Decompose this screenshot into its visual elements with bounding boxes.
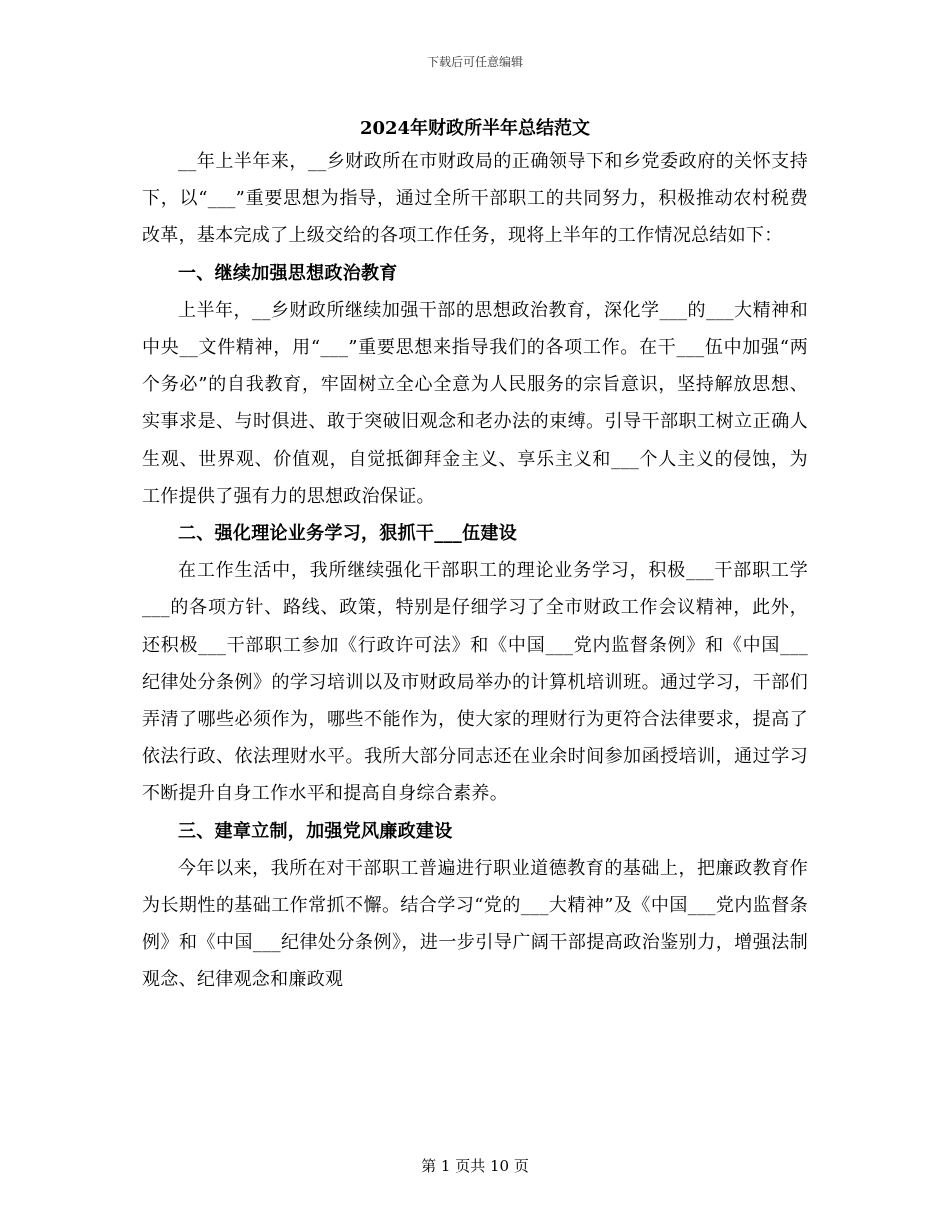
page-number: 第 1 页共 10 页 [421,1157,529,1175]
section-3-heading: 三、建章立制，加强党风廉政建设 [178,820,453,842]
intro-paragraph: __年上半年来，__乡财政所在市财政局的正确领导下和乡党委政府的关怀支持下，以“___”重要思想为指导，通过全所干部职工的共同努力，积极推动农村税费改革，基本完成了上级交给的各项工作任务，现将上半年的工作情况总结如下： [142,151,808,247]
section-2-heading: 二、强化理论业务学习，狠抓干___伍建设 [178,523,517,545]
section-2-body: 在工作生活中，我所继续强化干部职工的理论业务学习，积极___干部职工学___的各项方针、路线、政策，特别是仔细学习了全市财政工作会议精神，此外，还积极___干部职工参加《行政许可法》和《中国___党内监督条例》和《中国___纪律处分条例》的学习培训以及市财政局举办的计算机培训班。通过学习，干部们弄清了哪些必须作为，哪些不能作为，使大家的理财行为更符合法律要求，提高了依法行政、依法理财水平。我所大部分同志还在业余时间参加函授培训，通过学习不断提升自身工作水平和提高自身综合素养。 [142,560,808,805]
section-1-heading: 一、继续加强思想政治教育 [178,262,398,284]
document-title: 2024年财政所半年总结范文 [359,118,591,139]
document-body [142,143,808,999]
page-header-note: 下载后可任意编辑 [426,55,523,69]
section-3-body: 今年以来，我所在对干部职工普遍进行职业道德教育的基础上，把廉政教育作为长期性的基础工作常抓不懈。结合学习“党的___大精神”及《中国___党内监督条例》和《中国___纪律处分条例》，进一步引导广阔干部提高政治鉴别力，增强法制观念、纪律观念和廉政观 [142,857,808,991]
section-1-body: 上半年，__乡财政所继续加强干部的思想政治教育，深化学___的___大精神和中央__文件精神，用“___”重要思想来指导我们的各项工作。在干___伍中加强“两个务必”的自我教育，牢固树立全心全意为人民服务的宗旨意识，坚持解放思想、实事求是、与时俱进、敢于突破旧观念和老办法的束缚。引导干部职工树立正确人生观、世界观、价值观，自觉抵御拜金主义、享乐主义和___个人主义的侵蚀，为工作提供了强有力的思想政治保证。 [142,299,808,507]
